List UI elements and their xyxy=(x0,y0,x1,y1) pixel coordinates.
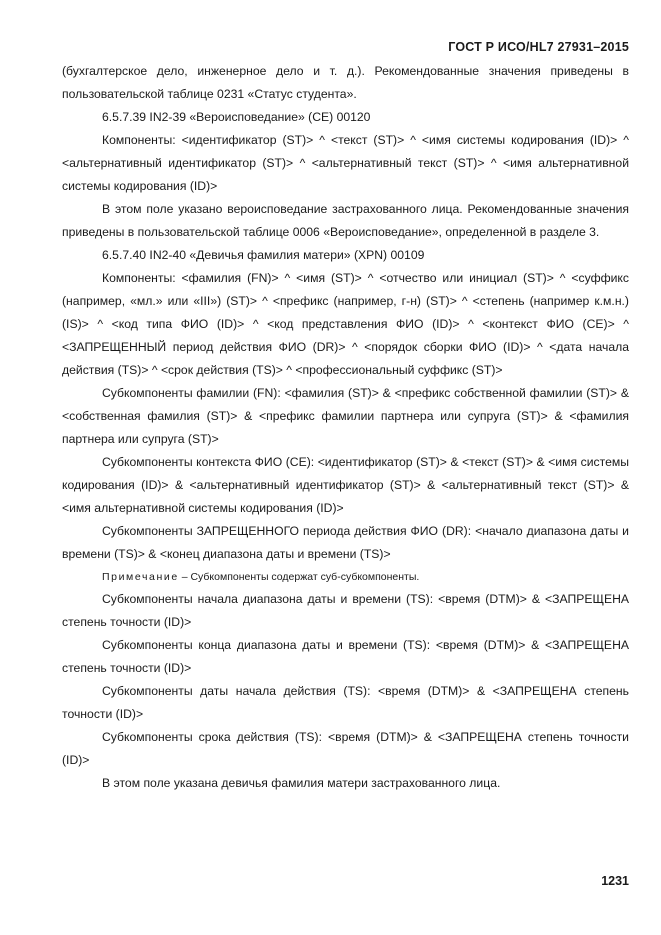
paragraph-range-end-subcomponents: Субкомпоненты конца диапазона даты и времени (TS): <время (DTM)> & <ЗАПРЕЩЕНА степень точности (ID)> xyxy=(62,638,629,675)
paragraph-components-in2-39: Компоненты: <идентификатор (ST)> ^ <текст (ST)> ^ <имя системы кодирования (ID)> ^ <альтернативный идентификатор (ST)> ^ <альтернативный текст (ST)> ^ <имя альтернативной системы кодирования (ID)> xyxy=(62,133,629,193)
paragraph-family-name-subcomponents: Субкомпоненты фамилии (FN): <фамилия (ST)> & <префикс собственной фамилии (ST)> & <собственная фамилия (ST)> & <префикс фамилии партнера или супруга (ST)> & <фамилия партнера или супруга (ST)> xyxy=(62,386,629,446)
paragraph-description-in2-39: В этом поле указано вероисповедание застрахованного лица. Рекомендованные значения приведены в пользовательской таблице 0006 «Вероисповедание», определенной в разделе 3. xyxy=(62,202,629,239)
paragraph-range-start-subcomponents: Субкомпоненты начала диапазона даты и времени (TS): <время (DTM)> & <ЗАПРЕЩЕНА степень точности (ID)> xyxy=(62,592,629,629)
section-heading-in2-40: 6.5.7.40 IN2-40 «Девичья фамилия матери» (XPN) 00109 xyxy=(102,248,425,262)
document-header: ГОСТ Р ИСО/HL7 27931–2015 xyxy=(448,40,629,54)
paragraph-description-in2-40: В этом поле указана девичья фамилия матери застрахованного лица. xyxy=(102,776,501,790)
paragraph-validity-range-subcomponents: Субкомпоненты ЗАПРЕЩЕННОГО периода действия ФИО (DR): <начало диапазона даты и времени (TS)> & <конец диапазона даты и времени (TS)> xyxy=(62,524,629,561)
note-label: Примечание xyxy=(102,571,179,583)
paragraph-expiration-date-subcomponents: Субкомпоненты срока действия (TS): <время (DTM)> & <ЗАПРЕЩЕНА степень точности (ID)> xyxy=(62,730,629,767)
paragraph-continuation: (бухгалтерское дело, инженерное дело и т. д.). Рекомендованные значения приведены в пользовательской таблице 0231 «Статус студента». xyxy=(62,64,629,101)
document-body xyxy=(62,60,629,795)
paragraph-components-in2-40: Компоненты: <фамилия (FN)> ^ <имя (ST)> ^ <отчество или инициал (ST)> ^ <суффикс (например, «мл.» или «III») (ST)> ^ <префикс (например, г-н) (ST)> ^ <степень (например к.м.н.) (IS)> ^ <код типа ФИО (ID)> ^ <код представления ФИО (ID)> ^ <контекст ФИО (CE)> ^ <ЗАПРЕЩЕННЫЙ период действия ФИО (DR)> ^ <порядок сборки ФИО (ID)> ^ <дата начала действия (TS)> ^ <срок действия (TS)> ^ <профессиональный суффикс (ST)> xyxy=(62,271,629,377)
note xyxy=(62,566,629,588)
note-text: – Субкомпоненты содержат суб-субкомпоненты. xyxy=(178,571,420,583)
page-number: 1231 xyxy=(601,874,629,888)
paragraph-effective-date-subcomponents: Субкомпоненты даты начала действия (TS): <время (DTM)> & <ЗАПРЕЩЕНА степень точности (ID)> xyxy=(62,684,629,721)
section-heading-in2-39: 6.5.7.39 IN2-39 «Вероисповедание» (CE) 00120 xyxy=(102,110,371,124)
paragraph-name-context-subcomponents: Субкомпоненты контекста ФИО (CE): <идентификатор (ST)> & <текст (ST)> & <имя системы кодирования (ID)> & <альтернативный идентификатор (ST)> & <альтернативный текст (ST)> & <имя альтернативной системы кодирования (ID)> xyxy=(62,455,629,515)
